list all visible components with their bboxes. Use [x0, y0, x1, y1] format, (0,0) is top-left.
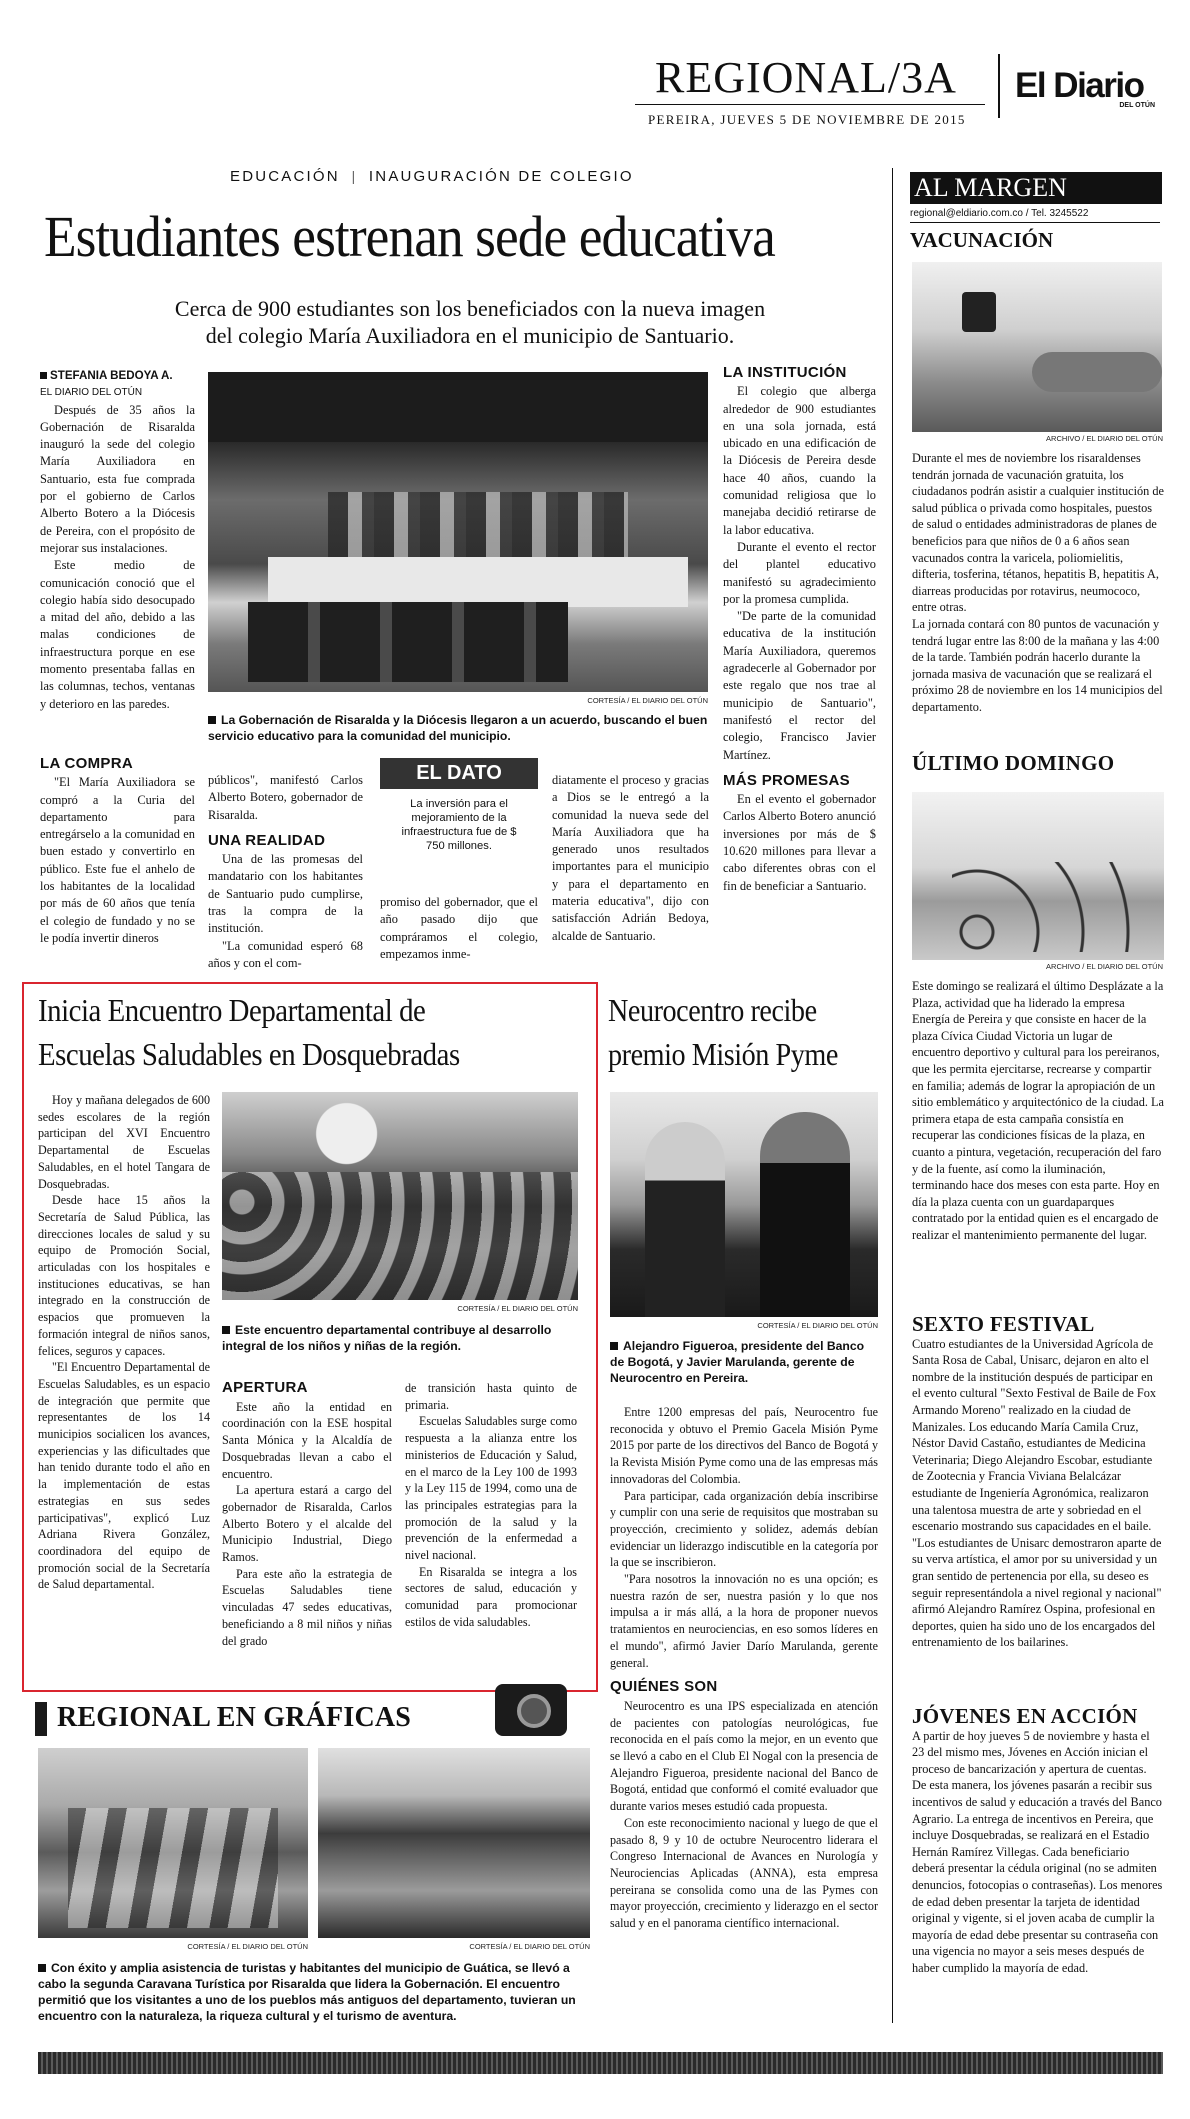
- vaccine-arm: [1032, 352, 1162, 392]
- subhead-promesas: MÁS PROMESAS: [723, 771, 850, 789]
- kicker-section: EDUCACIÓN: [230, 168, 340, 185]
- encuentro-title-1: Inicia Encuentro Departamental de: [38, 992, 426, 1028]
- dato-text: La inversión para el mejoramiento de la infraestructura fue de $ 750 millones.: [401, 798, 517, 852]
- festival-title: SEXTO FESTIVAL: [912, 1312, 1095, 1336]
- institucion-paragraph: "De parte de la comunidad educativa de la institución María Auxiliadora, queremos agradecerle al Gobernador por este regalo que nos trae al municipio de Santuario", manifestó el rector del colegio, Francisco Javier Martínez.: [723, 609, 876, 762]
- section-title: [655, 52, 957, 103]
- dato-box: [380, 758, 538, 883]
- lead-photo-credit: CORTESÍA / EL DIARIO DEL OTÚN: [587, 696, 708, 705]
- festival-section: [912, 1312, 1164, 1651]
- caption-text: La Gobernación de Risaralda y la Diócesis llegaron a un acuerdo, buscando el buen servicio educativo para la comunidad del municipio.: [208, 713, 708, 743]
- col4-paragraph: diatamente el proceso y gracias a Dios se le entregó a la comunidad la nueva sede del María Auxiliadora que ha generado unos resultados importantes para el municipio y para el departamento en materia educativa", dijo con satisfacción Adrián Bedoya, alcalde de Santuario.: [552, 773, 709, 943]
- vacunacion-text: [912, 450, 1164, 716]
- neurocentro-paragraph: "Para nosotros la innovación no es una opción; es nuestra razón de ser, nuestra pasión y lo que nos impulsa a ir más allá, a la hora de proponer nuevos tratamientos en neurociencias, en eso somos líderes en el mundo", afirmó Javier Darío Marulanda, gerente general.: [610, 1572, 878, 1670]
- domingo-text: [912, 978, 1164, 1244]
- encuentro-title-2: Escuelas Saludables en Dosquebradas: [38, 1036, 460, 1072]
- neurocentro-photo-credit: CORTESÍA / EL DIARIO DEL OTÚN: [757, 1321, 878, 1330]
- page-number: /3A: [887, 53, 957, 102]
- logo-text: El Diario: [1015, 66, 1144, 105]
- cyclists: [952, 862, 1152, 952]
- dato-title: EL DATO: [380, 758, 538, 789]
- encuentro-col3-paragraph: Escuelas Saludables surge como respuesta a la alianza entre los ministerios de Educación y Salud, en el marco de la Ley 100 de 1993 y la Ley 115 de 1994, como una de las principales estrategias para la promoción de la salud y la prevención de la enfermedad a nivel nacional.: [405, 1414, 577, 1563]
- vacunacion-credit: ARCHIVO / EL DIARIO DEL OTÚN: [1046, 434, 1163, 443]
- lead-column-2: [208, 772, 363, 972]
- caption-square: [222, 1326, 230, 1334]
- encuentro-col3-paragraph: de transición hasta quinto de primaria.: [405, 1381, 577, 1412]
- graficas-credit-right: CORTESÍA / EL DIARIO DEL OTÚN: [469, 1942, 590, 1951]
- encuentro-column-3: [405, 1380, 577, 1631]
- domingo-photo: [912, 792, 1164, 960]
- children-group: [222, 1172, 578, 1300]
- neurocentro-title-1: Neurocentro recibe: [608, 992, 817, 1028]
- encuentro-paragraph: "El Encuentro Departamental de Escuelas Saludables, es un espacio de integración que permite que representantes de los 14 municipios socialicen los avances, experiencias y las dificultades que han tenido durante todo el año en la implementación de estas estrategias en sus sedes participativas", explicó Luz Adriana Rivera González, coordinadora del equipo de promoción social de la Secretaría de Salud departamental.: [38, 1360, 210, 1592]
- newspaper-logo: [1015, 68, 1155, 109]
- caption-square: [208, 716, 216, 724]
- encuentro-photo-credit: CORTESÍA / EL DIARIO DEL OTÚN: [457, 1304, 578, 1313]
- neurocentro-paragraph: Para participar, cada organización debía inscribirse y cumplir con una serie de requisitos que mostraban su proyección, crecimiento y solidez, además debían evidenciar un liderazgo indiscutible en la categoría por la que se inscribieron.: [610, 1488, 878, 1570]
- logo-subtitle: DEL OTÚN: [1119, 102, 1155, 109]
- realidad-paragraph-2: "La comunidad esperó 68 años y con el com-: [208, 938, 363, 970]
- encuentro-column-1: [38, 1092, 210, 1593]
- graficas-photo-left: [38, 1748, 308, 1938]
- deck-line-1: Cerca de 900 estudiantes son los beneficiados con la nueva imagen: [174, 296, 766, 321]
- domingo-paragraph: Este domingo se realizará el último Desplázate a la Plaza, actividad que ha liderado la empresa Energía de Pereira y que consiste en hacer de la plaza Cívica Ciudad Victoria un lugar de encuentro deportivo y cultural para los pereiranos, que les permita ejercitarse, recrearse y compartir en familia; además de lograr la apropiación de un sitio emblemático y arquitectónico de la ciudad. La primera etapa de esta campaña consistía en recuperar las condiciones físicas de la plaza, en cuanto a pintura, vegetación, recuperación del faro y de la fuente, así como la iluminación, terminando hace dos meses con esta parte. Hoy en día la plaza cuenta con un guardaparques contratado por la entidad quien es el encargado de realizar el mantenimiento permanente del lugar.: [912, 979, 1164, 1242]
- lead-column-institucion: [723, 364, 876, 895]
- jovenes-title: JÓVENES EN ACCIÓN: [912, 1704, 1138, 1728]
- neurocentro-headline: [608, 988, 846, 1076]
- col2-paragraph: públicos", manifestó Carlos Alberto Botero, gobernador de Risaralda.: [208, 773, 363, 822]
- institucion-paragraph: Durante el evento el rector del plantel educativo manifestó su agradecimiento por la promesa cumplida.: [723, 539, 876, 606]
- header-divider: [998, 54, 1000, 118]
- lead-column-compra: [40, 755, 195, 947]
- graficas-title: REGIONAL EN GRÁFICAS: [57, 1702, 412, 1733]
- section-name: REGIONAL: [655, 53, 888, 102]
- neurocentro-body: [610, 1404, 878, 1932]
- byline-org: EL DIARIO DEL OTÚN: [40, 387, 143, 399]
- footer-bar: [38, 2052, 1163, 2074]
- margen-title: AL MARGEN: [910, 172, 1162, 204]
- header-rule: [635, 104, 985, 105]
- lead-column-3: [380, 894, 538, 963]
- issue-date: PEREIRA, JUEVES 5 DE NOVIEMBRE DE 2015: [648, 112, 966, 127]
- neurocentro-title-2: premio Misión Pyme: [608, 1036, 838, 1072]
- domingo-section: [912, 751, 1164, 775]
- caption-text: Alejandro Figueroa, presidente del Banco de Bogotá, y Javier Marulanda, gerente de Neurocentro en Pereira.: [610, 1339, 865, 1385]
- jovenes-paragraph: A partir de hoy jueves 5 de noviembre y hasta el 23 del mismo mes, Jóvenes en Acción inician el proceso de bancarización y apertura de cuentas.: [912, 1728, 1150, 1776]
- subhead-apertura: APERTURA: [222, 1379, 308, 1396]
- lead-column-1: [40, 367, 195, 713]
- margen-contact-rule: [910, 222, 1160, 223]
- vaccine-badge: [962, 292, 996, 332]
- person-right: [760, 1112, 850, 1317]
- encuentro-paragraph: Desde hace 15 años la Secretaría de Salud Pública, las direcciones locales de salud y su equipo de Promoción Social, articuladas con los hospitales e instituciones educativas, se han integrado en la construcción de espacios que promueven la formación integral de niños sanos, felices, seguros y capaces.: [38, 1193, 210, 1358]
- encuentro-col3-paragraph: En Risaralda se integra a los sectores de salud, educación y comunidad para promocionar estilos de vida saludables.: [405, 1564, 577, 1629]
- vacunacion-photo: [912, 262, 1162, 432]
- byline-name: STEFANIA BEDOYA A.: [50, 369, 173, 382]
- caption-text: Con éxito y amplia asistencia de turistas y habitantes del municipio de Guática, se llevó a cabo la segunda Caravana Turística por Risaralda que lidera la Gobernación. El encuentro permitió que los visitantes a uno de los pueblos más antiguos del departamento, tuvieran un encuentro con la naturaleza, la riqueza cultural y el turismo de aventura.: [38, 1961, 576, 2023]
- byline-square: [40, 372, 47, 379]
- vacunacion-paragraph: La jornada contará con 80 puntos de vacunación y tendrá lugar entre las 8:00 de la mañana y las 4:00 de la tarde. También podrán hacerlo durante la jornada masiva de vacunación que se realizará el próximo 28 de noviembre en los 14 municipios del departamento.: [912, 616, 1163, 714]
- encuentro-photo-caption: [222, 1322, 578, 1354]
- promesas-paragraph: En el evento el gobernador Carlos Alberto Botero anunció inversiones por más de $ 10.620 millones para llevar a cabo diferentes obras con el fin de beneficiar a Santuario.: [723, 792, 876, 893]
- graficas-photo-right: [318, 1748, 590, 1938]
- lead-deck: [60, 295, 880, 349]
- encuentro-column-2: [222, 1380, 392, 1649]
- lead-headline: Estudiantes estrenan sede educativa: [44, 204, 775, 269]
- neurocentro-photo-caption: [610, 1338, 878, 1386]
- laptop-cases: [248, 602, 568, 682]
- kicker-topic: INAUGURACIÓN DE COLEGIO: [368, 168, 634, 185]
- graficas-bar: [35, 1702, 47, 1736]
- kicker-divider: |: [351, 169, 357, 185]
- lead-paragraph: Después de 35 años la Gobernación de Risaralda inauguró la sede del colegio María Auxiliadora en Santuario, esta fue comprada por el gobierno de Carlos Alberto Botero a la Diócesis de Pereira, con el propósito de mejorar sus instalaciones.: [40, 402, 195, 555]
- deck-line-2: del colegio María Auxiliadora en el municipio de Santuario.: [205, 323, 735, 348]
- realidad-paragraph: Una de las promesas del mandatario con los habitantes de Santuario pudo cumplirse, tras la compra de la institución.: [208, 852, 363, 936]
- graficas-credit-left: CORTESÍA / EL DIARIO DEL OTÚN: [187, 1942, 308, 1951]
- lead-paragraph: Este medio de comunicación conoció que el colegio había sido desocupado a mitad del año, debido a las malas condiciones de infraestructura porque en ese momento presentaba fallas en las columnas, techos, ventanas y deterioro en las paredes.: [40, 558, 195, 711]
- tent-roof: [208, 372, 708, 442]
- subhead-quienes: QUIÉNES SON: [610, 1678, 718, 1696]
- camera-icon: [495, 1684, 567, 1736]
- lead-column-4: [552, 772, 709, 945]
- quienes-paragraph: Neurocentro es una IPS especializada en atención de pacientes con patologías neurológicas, fue reconocida en el país como la mejor, en un evento que se llevó a cabo en el Club El Nogal con la presencia de Alejandro Figueroa, presidente nacional del Banco de Bogotá, entidad que conformó el comité evaluador que durante varios meses estudió cada propuesta.: [610, 1698, 878, 1814]
- lead-photo-caption: [208, 712, 708, 744]
- jovenes-paragraph: De esta manera, los jóvenes pasarán a recibir sus incentivos de salud y educación a través del Banco Agrario. La entrega de incentivos en Pereira, que incluye Dosquebradas, se realizará en el Estadio Hernán Ramírez Villegas. Cada beneficiario deberá presentar la cédula original (no se admiten denuncios, fotocopias o contraseñas). Los menores de edad deben presentar la tarjeta de identidad original y vigente, si el joven acaba de cumplir la mayoría de edad debe presentar su contraseña con una vigencia no mayor a seis meses después de haber cumplido la mayoría de edad.: [912, 1778, 1163, 1975]
- caption-text: Este encuentro departamental contribuye al desarrollo integral de los niños y niñas de la región.: [222, 1323, 552, 1353]
- vacunacion-paragraph: Durante el mes de noviembre los risaraldenses tendrán jornada de vacunación gratuita, los ciudadanos podrán asistir a cualquier institución de salud pública o privada como hospitales, puestos de salud o entidades administradoras de planes de beneficios para que niños de 0 a 6 años sean vacunados contra la varicela, poliomielitis, difteria, tosferina, tétanos, hepatitis B, hepatitis A, diarreas producidas por rotavirus, neumococo, entre otras.: [912, 451, 1165, 615]
- subhead-compra: LA COMPRA: [40, 755, 133, 772]
- camera-lens: [517, 1694, 551, 1728]
- col3-paragraph: promiso del gobernador, que el año pasado dijo que compráramos el colegio, empezamos inme-: [380, 895, 538, 961]
- subhead-realidad: UNA REALIDAD: [208, 831, 326, 849]
- neurocentro-photo: [610, 1092, 878, 1317]
- sidebar-rule: [892, 168, 893, 2023]
- domingo-title: ÚLTIMO DOMINGO: [912, 751, 1115, 775]
- jovenes-section: [912, 1704, 1164, 1977]
- margen-contact: regional@eldiario.com.co / Tel. 3245522: [910, 208, 1089, 219]
- table: [268, 557, 688, 607]
- festival-paragraph: Cuatro estudiantes de la Universidad Agrícola de Santa Rosa de Cabal, Unisarc, dejaron en alto el nombre de la institución después de participar en el evento cultural "Sexto Festival de Baile de Fox Armando Moreno" realizado en la ciudad de Manizales. Los educando María Camila Cruz, Néstor David Castaño, estudiantes de Medicina Veterinaria; Diego Alejandro Escobar, estudiante de Zootecnia y Francia Viviana Belalcázar estudiante de Ingeniería Agronómica, realizaron una talentosa muestra de arte y sobriedad en el escenario mostrando sus capacidades en el baile.: [912, 1336, 1157, 1534]
- zipline-people: [68, 1808, 278, 1928]
- lead-photo: [208, 372, 708, 692]
- encuentro-headline: [38, 988, 533, 1076]
- quienes-paragraph: Con este reconocimiento nacional y luego de que el pasado 8, 9 y 10 de octubre Neurocentro liderara el Congreso Internacional de Avances en Nurología y Neurociencias Aplicadas (ANNA), esta empresa pereirana se consolida como una de las Pymes con mayor proyección, crecimiento y liderazgo en el sector salud y en el panorama científico internacional.: [610, 1815, 878, 1931]
- caption-square: [38, 1964, 46, 1972]
- festival-paragraph: "Los estudiantes de Unisarc demostraron aparte de su verva artística, el amor por su universidad y un gran sentido de pertenencia por ella, su deseo es seguir representándola a nivel regional y nacional" afirmó Alejandro Ramírez Ospina, profesional en deportes, quien ha sido uno de los encargados del entrenamiento de los bailarines.: [912, 1535, 1162, 1650]
- encuentro-photo: [222, 1092, 578, 1300]
- subhead-institucion: LA INSTITUCIÓN: [723, 364, 847, 381]
- byline: [40, 367, 195, 384]
- apertura-paragraph: Este año la entidad en coordinación con la ESE hospital Santa Mónica y la Alcaldía de Dosquebradas llevan a cabo el encuentro.: [222, 1399, 392, 1481]
- graficas-header: [35, 1700, 595, 1738]
- caption-square: [610, 1342, 618, 1350]
- person-left: [645, 1122, 725, 1317]
- vacunacion-title: VACUNACIÓN: [910, 228, 1054, 252]
- lead-kicker: [230, 168, 634, 186]
- apertura-paragraph: La apertura estará a cargo del gobernador de Risaralda, Carlos Alberto Botero y el alcalde del Municipio Industrial, Diego Ramos.: [222, 1483, 392, 1565]
- apertura-paragraph: Para este año la estrategia de Escuelas Saludables tiene vinculadas 47 sedes educativas, beneficiando a 8 mil niños y niñas del grado: [222, 1566, 392, 1648]
- graficas-caption: [38, 1960, 593, 2024]
- masthead: [30, 40, 1165, 140]
- domingo-credit: ARCHIVO / EL DIARIO DEL OTÚN: [1046, 962, 1163, 971]
- neurocentro-paragraph: Entre 1200 empresas del país, Neurocentro fue reconocida y obtuvo el Premio Gacela Misión Pyme 2015 por parte de los directivos del Banco de Bogotá y la Revista Misión Pyme como una de las empresas más innovadoras del Colombia.: [610, 1405, 878, 1486]
- institucion-paragraph: El colegio que alberga alrededor de 900 estudiantes en una sola jornada, está ubicado en una edificación de la Diócesis de Pereira desde hace 40 años, cuando la comunidad religiosa que lo manejaba decidió retirarse de la labor educativa.: [723, 384, 876, 537]
- compra-paragraph: "El María Auxiliadora se compró a la Curia del departamento para entregárselo a la comunidad en buen estado y convertirlo en público. Este fue el anhelo de los habitantes de la localidad por más de 60 años que tenía el colegio de fundado y no se le podía invertir dineros: [40, 775, 195, 945]
- encuentro-paragraph: Hoy y mañana delegados de 600 sedes escolares de la región participan del XVI Encuentro Departamental de Escuelas Saludables, en el hotel Tangara de Dosquebradas.: [38, 1093, 210, 1191]
